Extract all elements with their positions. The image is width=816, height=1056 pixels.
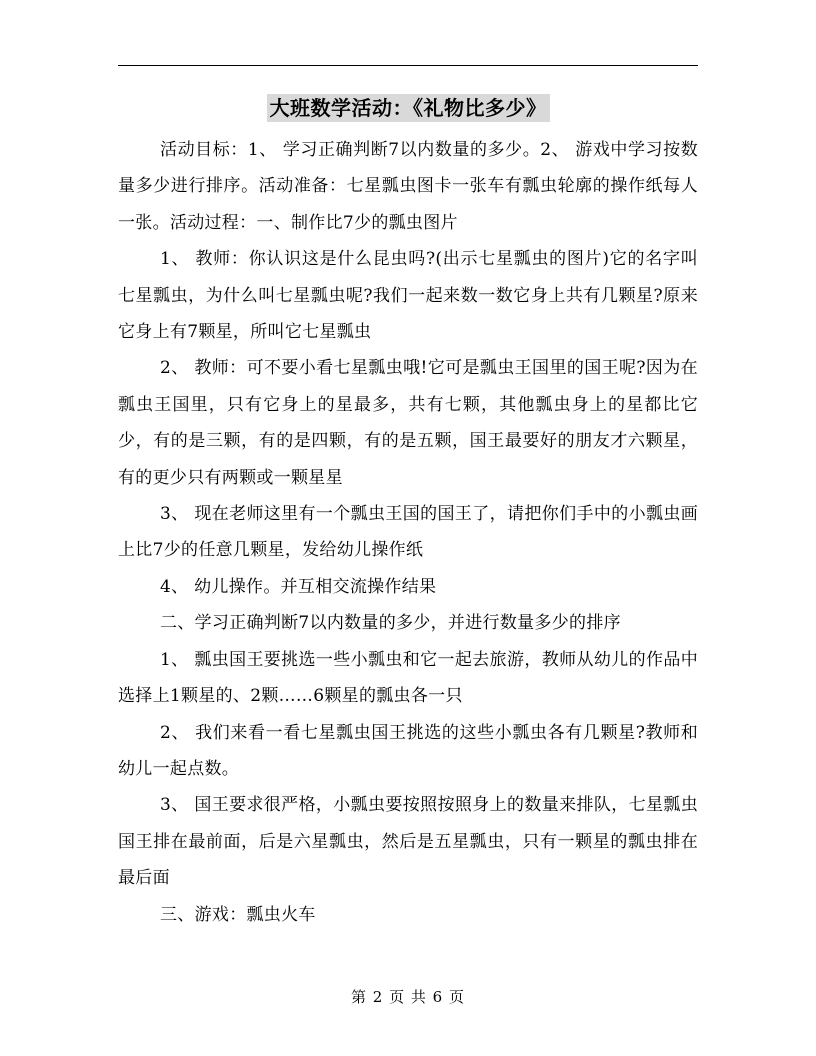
paragraph: 1、 教师：你认识这是什么昆虫吗?(出示七星瓢虫的图片)它的名字叫七星瓢虫，为什么叫七星瓢虫呢?我们一起来数一数它身上共有几颗星?原来它身上有7颗星，所叫它七星瓢虫 xyxy=(118,249,698,343)
paragraph: 2、 教师：可不要小看七星瓢虫哦!它可是瓢虫王国里的国王呢?因为在瓢虫王国里，只有它身上的星最多，共有七颗，其他瓢虫身上的星都比它少，有的是三颗，有的是四颗，有的是五颗，国王最要好的朋友才六颗星，有的更少只有两颗或一颗星星 xyxy=(118,358,698,488)
paragraph: 3、 现在老师这里有一个瓢虫王国的国王了，请把你们手中的小瓢虫画上比7少的任意几颗星，发给幼儿操作纸 xyxy=(118,504,698,561)
page-number: 第 2 页 共 6 页 xyxy=(351,988,465,1006)
document-title: 大班数学活动：《礼物比多少》 xyxy=(267,94,550,122)
paragraph: 1、 瓢虫国王要挑选一些小瓢虫和它一起去旅游，教师从幼儿的作品中选择上1颗星的、2颗……6颗星的瓢虫各一只 xyxy=(118,649,698,707)
paragraph: 4、 幼儿操作。并互相交流操作结果 xyxy=(160,576,437,597)
paragraph: 3、 国王要求很严格，小瓢虫要按照按照身上的数量来排队，七星瓢虫国王排在最前面，后是六星瓢虫，然后是五星瓢虫，只有一颗星的瓢虫排在最后面 xyxy=(118,795,698,889)
paragraph: 活动目标：1、 学习正确判断7以内数量的多少。2、 游戏中学习按数量多少进行排序。活动准备：七星瓢虫图卡一张车有瓢虫轮廓的操作纸每人一张。活动过程：一、制作比7少的瓢虫图片 xyxy=(118,140,698,233)
header-rule xyxy=(118,65,698,66)
paragraph: 二、学习正确判断7以内数量的多少，并进行数量多少的排序 xyxy=(160,613,621,634)
paragraph: 2、 我们来看一看七星瓢虫国王挑选的这些小瓢虫各有几颗星?教师和幼儿一起点数。 xyxy=(118,722,698,779)
paragraph: 三、游戏：瓢虫火车 xyxy=(160,904,316,925)
title-container xyxy=(0,94,816,122)
document-body xyxy=(118,132,698,933)
